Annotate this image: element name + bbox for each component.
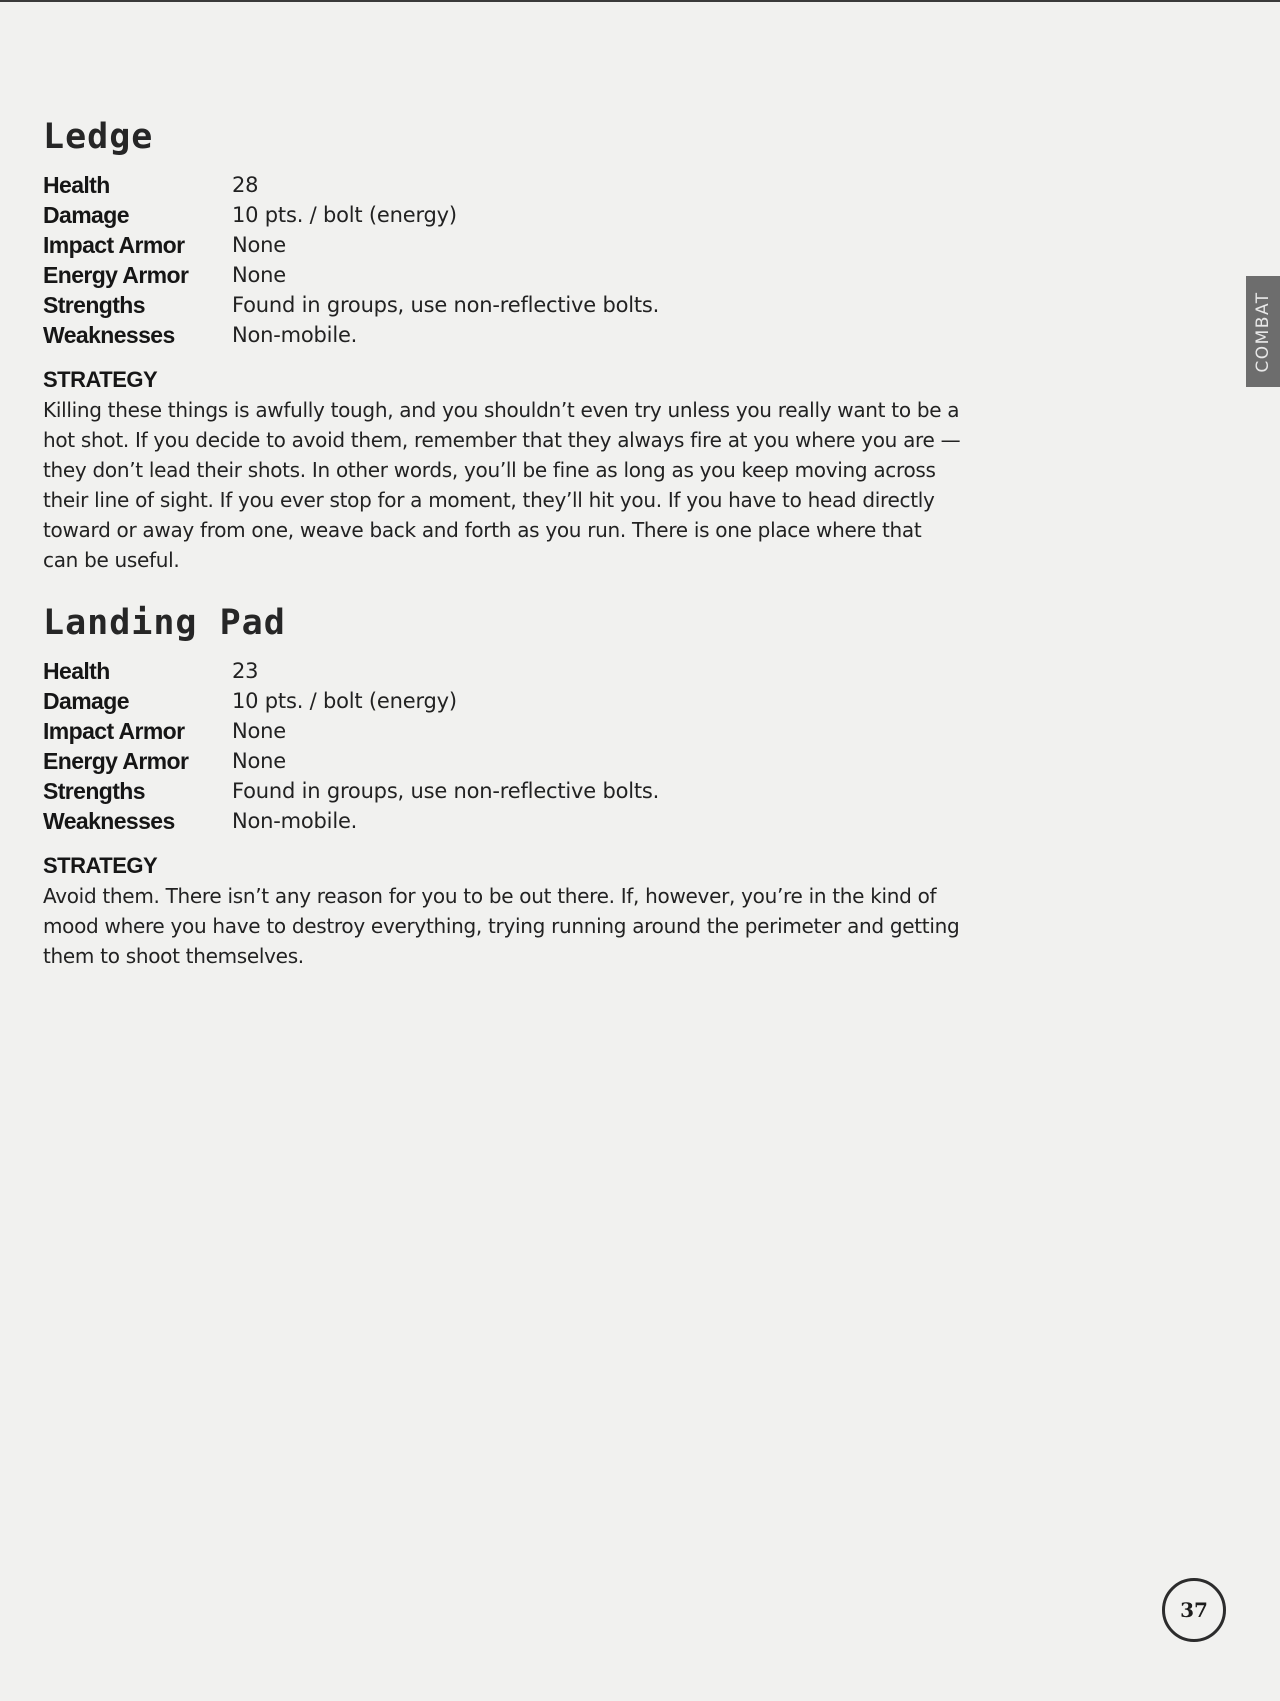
stat-row-energy-armor bbox=[43, 260, 943, 290]
stat-label: Impact Armor bbox=[43, 718, 185, 744]
stat-row-weaknesses bbox=[43, 320, 943, 350]
stat-label: Strengths bbox=[43, 292, 145, 318]
stat-row-health bbox=[43, 656, 943, 686]
stat-value: None bbox=[232, 749, 286, 773]
stat-label: Damage bbox=[43, 688, 129, 714]
strategy-line: their line of sight. If you ever stop for a moment, they’ll hit you. If you have to head directly bbox=[43, 488, 935, 512]
stat-row-health bbox=[43, 170, 943, 200]
stat-label: Impact Armor bbox=[43, 232, 185, 258]
strategy-line: mood where you have to destroy everything, trying running around the perimeter and getting bbox=[43, 914, 960, 938]
strategy-line: them to shoot themselves. bbox=[43, 944, 304, 968]
stat-row-impact-armor bbox=[43, 230, 943, 260]
chapter-side-tab-label: COMBAT bbox=[1253, 290, 1273, 373]
stat-label: Health bbox=[43, 658, 110, 684]
stat-label: Strengths bbox=[43, 778, 145, 804]
stat-value: 10 pts. / bolt (energy) bbox=[232, 689, 457, 713]
top-rule bbox=[0, 0, 1280, 2]
stat-label: Health bbox=[43, 172, 110, 198]
strategy-line: hot shot. If you decide to avoid them, remember that they always fire at you where you are — bbox=[43, 428, 961, 452]
stats-table-landing-pad bbox=[43, 656, 943, 836]
strategy-line: Avoid them. There isn’t any reason for you to be out there. If, however, you’re in the kind of bbox=[43, 884, 937, 908]
stat-value: Non-mobile. bbox=[232, 323, 358, 347]
stat-value: None bbox=[232, 263, 286, 287]
strategy-line: they don’t lead their shots. In other words, you’ll be fine as long as you keep moving across bbox=[43, 458, 936, 482]
stat-value: None bbox=[232, 233, 286, 257]
stat-value: 28 bbox=[232, 173, 259, 197]
page-number-badge: 37 bbox=[1162, 1578, 1226, 1642]
stats-table-ledge bbox=[43, 170, 943, 350]
stat-row-damage bbox=[43, 200, 943, 230]
section-title-landing-pad: Landing Pad bbox=[43, 603, 286, 643]
stat-row-strengths bbox=[43, 290, 943, 320]
strategy-line: toward or away from one, weave back and forth as you run. There is one place where that bbox=[43, 518, 922, 542]
section-title-ledge: Ledge bbox=[43, 117, 154, 157]
stat-label: Weaknesses bbox=[43, 322, 175, 348]
stat-value: 23 bbox=[232, 659, 259, 683]
stat-value: Non-mobile. bbox=[232, 809, 358, 833]
stat-row-strengths bbox=[43, 776, 943, 806]
strategy-line: Killing these things is awfully tough, and you shouldn’t even try unless you really want to be a bbox=[43, 398, 960, 422]
strategy-heading-landing-pad: STRATEGY bbox=[43, 853, 158, 878]
chapter-side-tab bbox=[1246, 276, 1280, 387]
stat-row-impact-armor bbox=[43, 716, 943, 746]
stat-value: None bbox=[232, 719, 286, 743]
strategy-paragraph-ledge bbox=[43, 395, 1003, 575]
strategy-heading-ledge: STRATEGY bbox=[43, 367, 158, 392]
stat-row-energy-armor bbox=[43, 746, 943, 776]
strategy-paragraph-landing-pad bbox=[43, 881, 1003, 971]
stat-value: Found in groups, use non-reflective bolts. bbox=[232, 293, 660, 317]
stat-label: Energy Armor bbox=[43, 262, 189, 288]
stat-row-damage bbox=[43, 686, 943, 716]
stat-value: 10 pts. / bolt (energy) bbox=[232, 203, 457, 227]
stat-value: Found in groups, use non-reflective bolts. bbox=[232, 779, 660, 803]
stat-row-weaknesses bbox=[43, 806, 943, 836]
stat-label: Damage bbox=[43, 202, 129, 228]
stat-label: Weaknesses bbox=[43, 808, 175, 834]
stat-label: Energy Armor bbox=[43, 748, 189, 774]
strategy-line: can be useful. bbox=[43, 548, 180, 572]
